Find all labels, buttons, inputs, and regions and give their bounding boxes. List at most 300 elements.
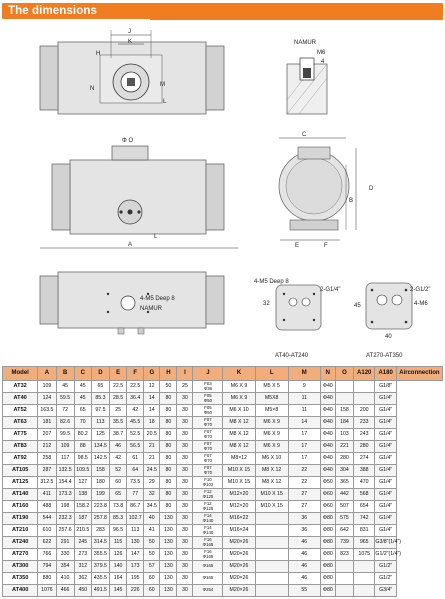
table-cell: 355.5 [91, 549, 109, 561]
flange-line: Φ102 [202, 481, 214, 487]
table-cell: 22.5 [127, 381, 144, 393]
flange-line: Φ36 [203, 385, 213, 391]
table-cell: 27 [288, 501, 320, 513]
table-cell: Φ80 [320, 525, 335, 537]
table-cell: 22 [288, 465, 320, 477]
label-namur: NAMUR [294, 40, 316, 46]
table-cell: G1/2" [375, 561, 396, 573]
table-cell: 130 [160, 537, 177, 549]
table-cell: 30 [177, 489, 193, 501]
col-c: C [74, 367, 91, 381]
label-port2-40: 40 [385, 334, 392, 340]
table-cell [335, 585, 353, 597]
table-cell: 57 [144, 561, 160, 573]
table-cell: 138 [74, 489, 91, 501]
table-cell: 61 [127, 453, 144, 465]
table-cell: 30 [177, 549, 193, 561]
table-cell [335, 573, 353, 585]
flange-line: Φ70 [203, 433, 213, 439]
table-cell: 831 [354, 525, 375, 537]
table-cell: 80 [160, 429, 177, 441]
table-cell: 36 [288, 525, 320, 537]
table-cell: M6 X 9 [223, 381, 255, 393]
table-cell: 130 [160, 573, 177, 585]
table-cell: 41 [144, 525, 160, 537]
col-b: B [56, 367, 74, 381]
table-cell: 642 [335, 525, 353, 537]
label-l-front: L [154, 234, 158, 240]
table-cell: 142.5 [91, 453, 109, 465]
table-cell: 470 [354, 477, 375, 489]
table-cell: 291 [56, 537, 74, 549]
table-cell: 17 [288, 453, 320, 465]
table-cell: 109 [38, 381, 56, 393]
table-cell: 568 [354, 489, 375, 501]
table-cell: M5X8 [255, 393, 288, 405]
table-cell: M8 X 12 [255, 465, 288, 477]
caption-at40-at240: AT40-AT240 [275, 353, 309, 359]
table-cell: 1075 [354, 549, 375, 561]
table-cell [354, 585, 375, 597]
flange-line: Φ254 [202, 587, 214, 593]
table-cell-model: AT240 [3, 537, 38, 549]
table-cell: 30 [177, 501, 193, 513]
table-cell: 21 [144, 441, 160, 453]
table-cell: 30 [177, 477, 193, 489]
table-cell: M10 X 15 [255, 501, 288, 513]
table-cell: M6 X 9 [255, 429, 288, 441]
table-row [3, 525, 443, 537]
table-cell-flange [193, 525, 223, 537]
table-cell: 80 [160, 489, 177, 501]
table-cell: 223.8 [91, 501, 109, 513]
table-cell: 739 [335, 537, 353, 549]
label-o: Φ O [122, 138, 134, 144]
table-cell: 73.5 [127, 477, 144, 489]
bottom-view-drawing [40, 272, 224, 334]
col-h: H [160, 367, 177, 381]
table-cell: 80 [160, 453, 177, 465]
table-cell: 158 [91, 465, 109, 477]
table-cell: 823 [335, 549, 353, 561]
flange-line: F12 [204, 488, 212, 494]
table-cell-model: AT270 [3, 549, 38, 561]
table-cell: 742 [354, 513, 375, 525]
label-port1-deep: 4-M5 Deep 8 [254, 279, 289, 285]
label-port1-32: 32 [263, 301, 270, 307]
table-cell: Φ40 [320, 393, 335, 405]
table-cell: 80 [160, 477, 177, 489]
dimensions-table [2, 366, 443, 597]
table-cell: 25 [110, 405, 127, 417]
table-cell: 46 [288, 573, 320, 585]
table-cell: G1/4" [375, 393, 396, 405]
table-cell: 85.3 [91, 393, 109, 405]
table-cell: M8×12 [223, 453, 255, 465]
table-cell: 354 [56, 561, 74, 573]
table-cell-model: AT190 [3, 513, 38, 525]
table-cell: 287 [38, 465, 56, 477]
table-row [3, 537, 443, 549]
table-row [3, 453, 443, 465]
table-cell: 622 [38, 537, 56, 549]
table-cell: 80.2 [74, 429, 91, 441]
table-cell: 52.5 [127, 429, 144, 441]
table-cell: 442 [335, 489, 353, 501]
table-cell: 273 [74, 549, 91, 561]
table-cell: 22.5 [110, 381, 127, 393]
flange-line: Φ70 [203, 421, 213, 427]
table-cell [255, 549, 288, 561]
table-cell: 45.5 [127, 417, 144, 429]
label-h: H [96, 51, 101, 57]
table-cell-model: AT160 [3, 501, 38, 513]
col-k: K [223, 367, 255, 381]
table-cell: M12×20 [223, 489, 255, 501]
table-cell: 65 [110, 489, 127, 501]
table-cell: 30 [177, 453, 193, 465]
table-cell: 283 [91, 525, 109, 537]
flange-line: Φ50 [203, 409, 213, 415]
table-cell: 30 [177, 429, 193, 441]
table-cell: 365 [335, 477, 353, 489]
table-cell: 30 [177, 393, 193, 405]
table-cell: M6 X 10 [223, 405, 255, 417]
table-cell: 130 [160, 549, 177, 561]
table-cell: G1/4" [375, 513, 396, 525]
table-cell: 207 [38, 429, 56, 441]
table-cell: 258 [38, 453, 56, 465]
table-cell: 314.5 [91, 537, 109, 549]
table-cell: G1/2"(1/4") [375, 549, 396, 561]
label-j: J [128, 29, 131, 35]
table-cell: 30 [177, 573, 193, 585]
table-cell: 200 [354, 405, 375, 417]
flange-line: Φ165 [202, 541, 214, 547]
table-cell: 226 [127, 585, 144, 597]
table-cell-flange [193, 573, 223, 585]
table-cell: 187 [74, 513, 91, 525]
front-view-drawing [40, 138, 238, 248]
table-cell: 147 [127, 549, 144, 561]
table-cell: G1/4" [375, 525, 396, 537]
flange-line: Φ165 [202, 575, 214, 581]
table-cell: 610 [38, 525, 56, 537]
table-cell: M20×26 [223, 585, 255, 597]
table-cell: 42 [127, 405, 144, 417]
table-cell: M16×22 [223, 513, 255, 525]
flange-line: F07 [204, 428, 212, 434]
table-cell: 965 [354, 537, 375, 549]
table-cell: 50 [144, 537, 160, 549]
table-cell: 379.5 [91, 561, 109, 573]
flange-line: F05 [204, 404, 212, 410]
table-cell: Φ80 [320, 573, 335, 585]
section-title: The dimensions [8, 5, 97, 17]
table-cell: 794 [38, 561, 56, 573]
table-cell: 257.6 [56, 525, 74, 537]
table-cell: Φ80 [320, 561, 335, 573]
table-cell: G1/4" [375, 489, 396, 501]
table-cell-flange [193, 561, 223, 573]
table-cell: 30 [177, 525, 193, 537]
table-cell: 134.5 [91, 441, 109, 453]
table-cell: Φ60 [320, 501, 335, 513]
table-cell: 654 [354, 501, 375, 513]
table-cell-model: AT92 [3, 453, 38, 465]
table-cell: 130 [160, 585, 177, 597]
label-bottom-namur: NAMUR [140, 306, 162, 312]
table-cell: 50 [160, 381, 177, 393]
label-bottom-deep: 4-M5 Deep 8 [140, 296, 175, 302]
label-b: B [349, 198, 354, 204]
table-cell: 312 [74, 561, 91, 573]
table-cell-flange [193, 465, 223, 477]
table-row [3, 465, 443, 477]
table-cell: 22 [288, 477, 320, 489]
table-cell: 575 [335, 513, 353, 525]
table-cell: M6 X 9 [255, 417, 288, 429]
section-header [0, 0, 445, 22]
table-cell: 184 [335, 417, 353, 429]
dimension-drawings [0, 22, 445, 364]
table-cell: Φ80 [320, 549, 335, 561]
table-cell: 40 [144, 513, 160, 525]
table-cell-flange [193, 501, 223, 513]
table-cell: 12 [144, 381, 160, 393]
table-cell: G1/4" [375, 453, 396, 465]
namur-detail-drawing [287, 40, 327, 114]
flange-line: Φ50 [203, 397, 213, 403]
table-cell: M6 X 9 [223, 393, 255, 405]
col-g: G [144, 367, 160, 381]
table-cell-model: AT52 [3, 405, 38, 417]
table-cell: 544 [38, 513, 56, 525]
table-cell: 130 [160, 561, 177, 573]
table-cell: 46 [288, 549, 320, 561]
label-e: E [295, 243, 300, 249]
table-cell-flange [193, 453, 223, 465]
table-cell-flange [193, 393, 223, 405]
table-cell: G3/8"(1/4") [375, 537, 396, 549]
table-cell: G1/4" [375, 465, 396, 477]
label-f: F [324, 243, 328, 249]
table-cell: 766 [38, 549, 56, 561]
flange-line: F07 [204, 416, 212, 422]
table-cell: 274 [354, 453, 375, 465]
table-cell: 36.4 [127, 393, 144, 405]
table-cell: 109 [56, 441, 74, 453]
flange-line: F14 [204, 524, 212, 530]
label-4: 4 [321, 59, 325, 65]
table-cell-model: AT83 [3, 441, 38, 453]
table-row [3, 477, 443, 489]
label-m: M [160, 82, 165, 88]
table-cell: 52 [110, 465, 127, 477]
table-cell: 60 [144, 573, 160, 585]
table-cell: G1/4" [375, 501, 396, 513]
label-k: K [128, 39, 133, 45]
table-cell: G1/4" [375, 405, 396, 417]
table-cell: 163.5 [38, 405, 56, 417]
table-cell: 154.4 [56, 477, 74, 489]
table-row [3, 405, 443, 417]
col-n: N [320, 367, 335, 381]
table-cell: 140 [110, 561, 127, 573]
table-row [3, 381, 443, 393]
table-cell: 11 [288, 393, 320, 405]
table-cell: 14 [144, 405, 160, 417]
flange-line: Φ165 [202, 553, 214, 559]
table-cell: 257.8 [91, 513, 109, 525]
table-cell: 55 [288, 585, 320, 597]
table-cell: 17 [288, 429, 320, 441]
table-cell: 158 [335, 405, 353, 417]
table-row [3, 549, 443, 561]
table-cell: 410 [56, 573, 74, 585]
table-cell: G3/4" [375, 585, 396, 597]
table-cell: 27 [288, 489, 320, 501]
table-row [3, 513, 443, 525]
table-cell: 80 [160, 501, 177, 513]
table-cell [354, 573, 375, 585]
table-cell: 72 [56, 405, 74, 417]
flange-line: Φ140 [202, 517, 214, 523]
table-cell: 45 [56, 381, 74, 393]
label-port1-g14: 2-G1/4" [320, 287, 341, 293]
table-cell: 113 [91, 417, 109, 429]
table-cell: M16×24 [223, 525, 255, 537]
table-cell: 312.5 [38, 477, 56, 489]
table-cell: 59.5 [56, 393, 74, 405]
table-cell: Φ40 [320, 465, 335, 477]
table-cell-flange [193, 429, 223, 441]
table-cell: 466 [56, 585, 74, 597]
table-cell: 85.3 [110, 513, 127, 525]
table-cell: 97.5 [91, 405, 109, 417]
table-cell: M8 X 12 [255, 477, 288, 489]
flange-line: F16 [204, 536, 212, 542]
flange-line: Φ125 [202, 493, 214, 499]
table-cell-model: AT40 [3, 393, 38, 405]
table-row [3, 573, 443, 585]
col-airconnection: Airconnection [396, 367, 442, 381]
table-cell: 232.3 [56, 513, 74, 525]
table-cell: 30 [177, 441, 193, 453]
table-cell: 130 [160, 513, 177, 525]
table-cell-flange [193, 513, 223, 525]
table-cell [354, 393, 375, 405]
label-l: L [163, 99, 167, 105]
table-cell [335, 381, 353, 393]
table-cell: 38.7 [110, 429, 127, 441]
table-row [3, 561, 443, 573]
table-cell: Φ60 [320, 489, 335, 501]
table-cell: M20×26 [223, 573, 255, 585]
table-cell: 102.7 [127, 513, 144, 525]
table-cell: 65 [91, 381, 109, 393]
label-a: A [128, 242, 133, 248]
table-cell: 880 [38, 573, 56, 585]
table-cell: 80 [160, 465, 177, 477]
table-cell: 450 [74, 585, 91, 597]
table-cell: Φ50 [320, 477, 335, 489]
table-cell: 14 [288, 417, 320, 429]
col-a120: A120 [354, 367, 375, 381]
table-cell-flange [193, 537, 223, 549]
table-cell: 280 [335, 453, 353, 465]
col-e: E [110, 367, 127, 381]
table-cell: 14 [144, 393, 160, 405]
caption-at270-at350: AT270-AT350 [366, 353, 403, 359]
table-cell: Φ40 [320, 381, 335, 393]
table-header-row [3, 367, 443, 381]
table-cell: 130 [127, 537, 144, 549]
table-cell-model: AT140 [3, 489, 38, 501]
flange-line: F07 [204, 464, 212, 470]
table-cell-model: AT210 [3, 525, 38, 537]
table-cell: 180 [91, 477, 109, 489]
table-cell: 233 [354, 417, 375, 429]
table-cell: 77 [127, 489, 144, 501]
col-f: F [127, 367, 144, 381]
table-cell [354, 381, 375, 393]
table-cell: 42 [110, 453, 127, 465]
table-cell: 30 [177, 513, 193, 525]
table-cell: 488 [38, 501, 56, 513]
table-cell: 330 [56, 549, 74, 561]
table-cell: 388 [354, 465, 375, 477]
table-cell: G1/4" [375, 477, 396, 489]
flange-line: Φ70 [203, 457, 213, 463]
port-detail-large [354, 283, 430, 359]
table-cell: 199 [91, 489, 109, 501]
col-model: Model [3, 367, 38, 381]
table-cell: 280 [354, 441, 375, 453]
table-cell: 181 [38, 417, 56, 429]
table-cell-flange [193, 477, 223, 489]
table-cell: G1/4" [375, 429, 396, 441]
table-row [3, 417, 443, 429]
table-cell: 212 [38, 441, 56, 453]
table-cell: M20×26 [223, 561, 255, 573]
table-cell: 1076 [38, 585, 56, 597]
table-cell: 32 [144, 489, 160, 501]
table-row [3, 441, 443, 453]
table-cell: M10 X 15 [255, 489, 288, 501]
table-cell: Φ40 [320, 453, 335, 465]
table-cell: G1/8" [375, 381, 396, 393]
table-cell-flange [193, 585, 223, 597]
table-cell: 80 [160, 405, 177, 417]
table-cell: 30 [177, 417, 193, 429]
table-cell: 195 [127, 573, 144, 585]
table-cell: 245 [74, 537, 91, 549]
table-cell: G1/2" [375, 573, 396, 585]
table-cell [255, 525, 288, 537]
table-cell: 25 [177, 381, 193, 393]
table-cell-flange [193, 489, 223, 501]
table-cell [255, 573, 288, 585]
table-cell: 127 [74, 477, 91, 489]
table-cell: 164 [110, 573, 127, 585]
table-cell: 158.2 [74, 501, 91, 513]
flange-line: F07 [204, 440, 212, 446]
flange-line: F07 [204, 452, 212, 458]
table-cell: 96.5 [110, 525, 127, 537]
table-cell: 30 [177, 585, 193, 597]
table-cell: 45 [74, 393, 91, 405]
